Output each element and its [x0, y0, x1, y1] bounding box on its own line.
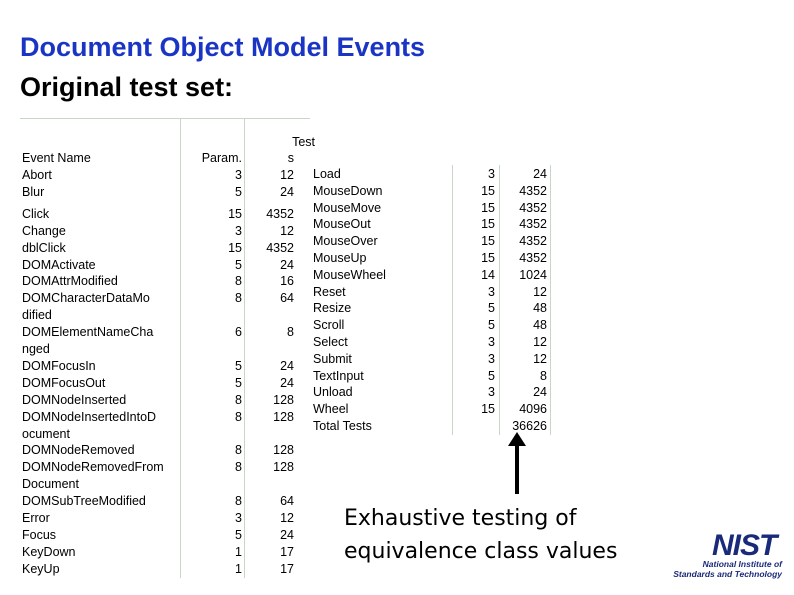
tests-cell: 12	[280, 511, 294, 525]
param-cell: 3	[488, 284, 495, 299]
param-cell: 8	[235, 291, 242, 306]
event-name-cell: MouseUp	[313, 251, 367, 265]
param-cell: 5	[235, 257, 242, 272]
event-name-cell: Resize	[313, 301, 352, 316]
param-cell: 15	[481, 402, 495, 417]
param-cell: 15	[481, 183, 495, 198]
event-name-cell: MouseDown	[313, 183, 383, 198]
param-cell: 1	[235, 544, 242, 559]
param-cell: 5	[235, 358, 242, 373]
tests-cell: 48	[533, 318, 547, 333]
event-name-cell: dified	[22, 308, 52, 323]
param-cell: 3	[488, 351, 495, 366]
event-name-cell: Unload	[313, 385, 353, 400]
tests-cell: 12	[280, 168, 294, 182]
slide-title: Document Object Model Events	[20, 32, 426, 62]
param-cell: 15	[228, 240, 242, 255]
event-name-cell: Focus	[22, 527, 57, 542]
param-cell: 5	[235, 375, 242, 390]
param-cell: 8	[235, 494, 242, 509]
tests-cell: 12	[280, 223, 294, 238]
tests-cell: 24	[280, 358, 294, 373]
param-cell: 3	[235, 223, 242, 238]
header-param: Param.	[201, 151, 242, 165]
event-name-cell: KeyUp	[22, 561, 60, 576]
arrow-shaft	[515, 440, 519, 494]
event-name-cell: KeyDown	[22, 544, 76, 559]
param-cell: 8	[235, 409, 242, 424]
param-cell: 15	[228, 206, 242, 221]
tests-cell: 4352	[519, 251, 547, 265]
param-cell: 15	[481, 200, 495, 215]
nist-logo-line2: Standards and Technology	[673, 569, 782, 579]
tests-cell: 64	[280, 291, 294, 306]
event-name-cell: Wheel	[313, 402, 349, 417]
event-name-cell: Scroll	[313, 318, 345, 333]
event-name-cell: MouseOver	[313, 234, 378, 249]
event-name-cell: DOMAttrModified	[22, 274, 118, 289]
event-name-cell: Change	[22, 223, 66, 238]
tests-cell: 24	[280, 375, 294, 390]
event-name-cell: DOMCharacterDataMo	[22, 291, 150, 306]
event-name-cell: DOMSubTreeModified	[22, 494, 146, 509]
param-cell: 1	[235, 561, 242, 576]
event-name-cell: Reset	[313, 284, 346, 299]
event-name-cell: TextInput	[313, 368, 364, 383]
callout-line-2: equivalence class values	[344, 539, 618, 564]
tests-cell: 24	[280, 257, 294, 272]
event-name-cell: DOMElementNameCha	[22, 325, 154, 340]
param-cell: 3	[235, 168, 242, 182]
header-event-name: Event Name	[22, 151, 91, 165]
event-name-cell: Document	[22, 477, 79, 492]
param-cell: 5	[488, 368, 495, 383]
event-name-cell: Total Tests	[313, 419, 372, 433]
tests-cell: 16	[280, 274, 294, 289]
event-name-cell: Blur	[22, 184, 45, 199]
tests-cell: 8	[287, 325, 294, 340]
event-name-cell: Load	[313, 167, 341, 181]
param-cell: 6	[235, 325, 242, 340]
nist-logo-line1: National Institute of	[702, 559, 782, 569]
event-name-cell: dblClick	[22, 240, 66, 255]
event-name-cell: DOMFocusIn	[22, 358, 96, 373]
param-cell: 3	[488, 167, 495, 181]
param-cell: 5	[235, 184, 242, 199]
tests-cell: 4352	[519, 200, 547, 215]
param-cell: 5	[488, 318, 495, 333]
tests-cell: 12	[533, 284, 547, 299]
slide-subtitle: Original test set:	[20, 72, 234, 102]
header-tests-line2: s	[287, 151, 294, 165]
tests-cell: 4352	[266, 206, 294, 221]
tests-cell: 128	[273, 460, 294, 475]
param-cell: 5	[235, 527, 242, 542]
param-cell: 8	[235, 274, 242, 289]
tests-cell: 24	[533, 167, 547, 181]
event-name-cell: MouseOut	[313, 217, 371, 232]
header-tests-line1: Test	[292, 135, 315, 149]
tests-cell: 24	[533, 385, 547, 400]
event-name-cell: DOMActivate	[22, 257, 96, 272]
tests-cell: 4352	[519, 217, 547, 232]
event-name-cell: DOMNodeRemovedFrom	[22, 460, 164, 475]
param-cell: 8	[235, 443, 242, 458]
tests-cell: 24	[280, 527, 294, 542]
param-cell: 3	[235, 511, 242, 525]
tests-cell: 12	[533, 335, 547, 349]
event-name-cell: DOMNodeRemoved	[22, 443, 135, 458]
nist-logo-mark: NIST	[712, 529, 777, 562]
tests-cell: 17	[280, 544, 294, 559]
event-name-cell: DOMFocusOut	[22, 375, 106, 390]
param-cell: 8	[235, 460, 242, 475]
tests-cell: 128	[273, 443, 294, 458]
nist-logo	[664, 529, 782, 579]
event-name-cell: Submit	[313, 351, 352, 366]
event-name-cell: nged	[22, 342, 50, 356]
event-name-cell: DOMNodeInsertedIntoD	[22, 409, 157, 424]
tests-cell: 4352	[519, 234, 547, 249]
param-cell: 14	[481, 267, 495, 282]
event-name-cell: DOMNodeInserted	[22, 392, 127, 407]
param-cell: 3	[488, 385, 495, 400]
tests-cell: 128	[273, 409, 294, 424]
tests-cell: 48	[533, 301, 547, 316]
param-cell: 3	[488, 335, 495, 349]
event-name-cell: Abort	[22, 168, 52, 182]
tests-cell: 36626	[512, 419, 547, 433]
tests-cell: 4352	[519, 183, 547, 198]
tests-cell: 24	[280, 184, 294, 199]
event-name-cell: ocument	[22, 426, 70, 441]
tests-cell: 128	[273, 392, 294, 407]
param-cell: 8	[235, 392, 242, 407]
tests-cell: 64	[280, 494, 294, 509]
event-name-cell: MouseWheel	[313, 267, 386, 282]
event-name-cell: Select	[313, 335, 348, 349]
tests-cell: 1024	[519, 267, 547, 282]
param-cell: 15	[481, 234, 495, 249]
param-cell: 5	[488, 301, 495, 316]
event-name-cell: Click	[22, 206, 50, 221]
tests-cell: 17	[280, 561, 294, 576]
param-cell: 15	[481, 217, 495, 232]
tests-cell: 8	[540, 368, 547, 383]
tests-cell: 4096	[519, 402, 547, 417]
event-name-cell: MouseMove	[313, 200, 382, 215]
callout-line-1: Exhaustive testing of	[344, 506, 577, 531]
tests-cell: 12	[533, 351, 547, 366]
tests-cell: 4352	[266, 240, 294, 255]
param-cell: 15	[481, 251, 495, 265]
event-name-cell: Error	[22, 511, 50, 525]
callout-note	[344, 502, 617, 568]
